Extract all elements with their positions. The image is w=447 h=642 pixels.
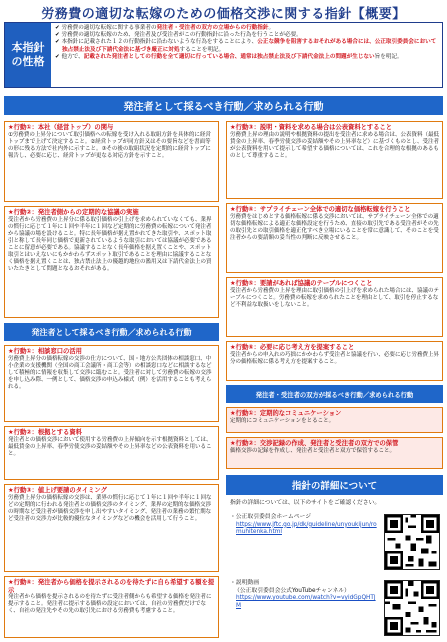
- action-body: 労務費上昇の理由の説明や根拠資料の提出を受注者に求める場合は、公表資料（最低賃金の上昇率、春季労使交渉の妥結額やその上昇率など）に基づくものとし、受注者が公表資料を用いて提示して希望する価格については、これを合理的な根拠のあるものとして尊重すること。: [230, 131, 440, 159]
- purpose-item: ✔ 本指針に記載された１２の行動指針に沿わないような行為をすることにより、公正な競争を阻害するおそれがある場合には、公正取引委員会において独占禁止法及び下請代金法に基づき厳正に対処することを明記。: [55, 39, 437, 53]
- action-body: 定期的にコミュニケーションをとること。: [230, 417, 335, 424]
- video-label: ・説明動画: [230, 580, 259, 586]
- purpose-label: 本指針の性格: [5, 23, 51, 87]
- action-card-b3: [4, 484, 219, 572]
- purpose-box: [4, 22, 443, 88]
- action-body: ①労務費の上昇分について取引価格への転嫁を受け入れる取組方針を具体的に経営トップまで上げて決定すること。②経営トップが同方針又はその要旨などを書面等の形に残る方法で社内外に示すこと。③その後の取組状況を定期的に経営トップに報告し、必要に応じ、経営トップが更なる対応方針を示すこと。: [8, 131, 211, 159]
- action-body: 労務費上昇分の価格転嫁の交渉は、業界の慣行に応じて１年に１回や半年に１回などの定期的に行われる発注者との価格交渉のタイミング、業界の定期的な価格交渉の時期など受注者が価格交渉を申し出やすいタイミング、発注者の業務の繁忙期など受注者の交渉力が比較的優位なタイミングなどの機会を活用して行うこと。: [8, 494, 212, 522]
- action-heading: ★行動①：定期的なコミュニケーション: [230, 410, 342, 417]
- action-body: 受注者からの申入れの巧拙にかかわらず受注者と協議を行い、必要に応じ労務費上昇分の価格転嫁に係る考え方を提案すること。: [230, 351, 440, 365]
- details-intro: 指針の詳細については、以下のサイトをご確認ください。: [230, 500, 381, 506]
- action-heading: ★行動⑥：必要に応じ考え方を提案すること: [230, 344, 355, 351]
- action-card-3: [226, 121, 443, 199]
- action-heading: ★行動③：値上げ要請のタイミング: [8, 487, 107, 494]
- action-heading: ★行動⑤：要請があれば協議のテーブルにつくこと: [230, 280, 373, 287]
- purpose-item: ✔ 他方で、記載された発注者としての行動を全て適切に行っている場合、通常は独占禁止法及び下請代金法上の問題が生じない旨を明記。: [55, 53, 403, 60]
- site-qr-code[interactable]: [384, 514, 440, 570]
- purpose-item: ✔ 労務費の適切な転嫁に関する事業者の発注者・受注者の双方の立場からの行動指針。: [55, 25, 275, 31]
- action-body: 価格交渉の記録を作成し、発注者と受注者と双方で保管すること。: [230, 447, 396, 454]
- action-body: 労務費上昇分の価格転嫁の交渉の仕方について、国・地方公共団体の相談窓口、中小企業の支援機関（全国の商工会議所・商工会等）の相談窓口などに相談するなどして積極的に情報を収集して交渉に臨むこと。受注者に対して労務費の転嫁の交渉を申し込み際、一例として、価格交渉の申込み様式（例）を活用することも考えられる。: [8, 355, 212, 390]
- action-card-5: [226, 277, 443, 337]
- action-heading: ★行動②：発注者側からの定期的な協議の実施: [8, 209, 139, 216]
- site-label: ・公正取引委員会ホームページ: [230, 514, 312, 520]
- action-card-1: [4, 121, 219, 202]
- qr-code-icon: [385, 581, 439, 635]
- video-block: [230, 580, 380, 638]
- action-card-b4: [4, 576, 219, 638]
- action-card-b1: [4, 345, 219, 422]
- action-heading: ★行動②：根拠とする資料: [8, 429, 82, 436]
- action-card-4: [226, 203, 443, 273]
- section-banner-contractor: 発注者として採るべき行動／求められる行動: [4, 323, 219, 341]
- action-card-c2: [226, 437, 443, 469]
- video-link[interactable]: https://www.youtube.com/watch?v=vyidGpQHTJM: [236, 595, 376, 609]
- qr-code-icon: [385, 515, 439, 569]
- section-banner-both: 発注者・受注者の双方が採るべき行動／求められる行動: [226, 385, 443, 403]
- action-heading: ★行動①：相談窓口の活用: [8, 348, 82, 355]
- video-qr-code[interactable]: [384, 580, 440, 636]
- section-banner-details: 指針の詳細について: [226, 475, 443, 495]
- action-body: 発注者から価格を提示されるのを待たずに受注者側からも希望する価格を発注者に提示すること。発注者に提示する価格の設定においては、自社の労務費だけでなく、自社の発注先やその先の取引先における労務費も考慮すること。: [8, 594, 212, 615]
- action-heading: ★行動②：交渉記録の作成、発注者と受注者の双方での保管: [230, 440, 399, 447]
- action-body: 受注者から労務費の上昇を理由に取引価格の引上げを求められた場合には、協議のテーブルにつくこと。労務費の転嫁を求められたことを理由として、取引を停止するなど不利益な取扱いをしないこと。: [230, 287, 440, 308]
- site-link[interactable]: https://www.jftc.go.jp/dk/guideline/unyoukijun/romuhitenka.html: [236, 521, 377, 536]
- purpose-item: ✔ 労務費の適切な転嫁のため、発注者及び受注者がこの行動指針に沿った行為を行うことが必要。: [55, 32, 302, 39]
- action-card-c1: [226, 407, 443, 433]
- action-card-2: [4, 206, 219, 318]
- action-body: 発注者との価格交渉において使用する労務費の上昇傾向を示す根拠資料としては、最低賃金の上昇率、春季労使交渉の妥結額やその上昇率などの公表資料を用いること。: [8, 436, 212, 457]
- action-body: 受注者から労務費の上昇分に係る取引価格の引上げを求められていなくても、業界の慣行に応じて１年に１回や半年に１回など定期的に労務費の転嫁について発注者から協議の場を設けること。特に長年価格が据え置かれてきた取引や、スポット取引と称して長年同じ価格で更新されているような取引においては協議が必要であることに留意が必要である。協議することなく長年価格を据え置くことや、スポット取引とはいえないにもかかわらずスポット取引であることを理由に協議することなく価格を据え置くことは、独占禁止法上の優越的地位の濫用又は下請代金法上の買いたたきとして問題となるおそれがある。: [8, 216, 212, 273]
- page-title: 労務費の適切な転嫁のための価格交渉に関する指針【概要】: [41, 7, 406, 22]
- video-sub: （公正取引委員会公式YouTubeチャンネル）: [234, 587, 350, 594]
- section-banner-orderer: 発注者として採るべき行動／求められる行動: [4, 96, 443, 115]
- action-heading: ★行動④：サプライチェーン全体での適切な価格転嫁を行うこと: [230, 206, 411, 213]
- action-body: 労務費をはじめとする価格転嫁に係る交渉においては、サプライチェーン全体での適切な価格転嫁による適正な価格設定を行うため、直接の取引先である受注者がその先の取引先との取引価格を適正化すべき立場にいることを常に意識して、そのことを受注者からの要請額の妥当性の判断に反映させること。: [230, 213, 439, 241]
- action-heading: ★行動①：本社（経営トップ）の関与: [8, 124, 114, 131]
- action-heading: ★行動④：発注者から価格を提示されるのを待たずに自ら希望する額を提示: [8, 579, 215, 594]
- action-card-b2: [4, 426, 219, 480]
- purpose-list: [55, 25, 439, 61]
- action-heading: ★行動③：説明・資料を求める場合は公表資料とすること: [230, 124, 393, 131]
- action-card-6: [226, 341, 443, 381]
- site-block: [230, 514, 380, 574]
